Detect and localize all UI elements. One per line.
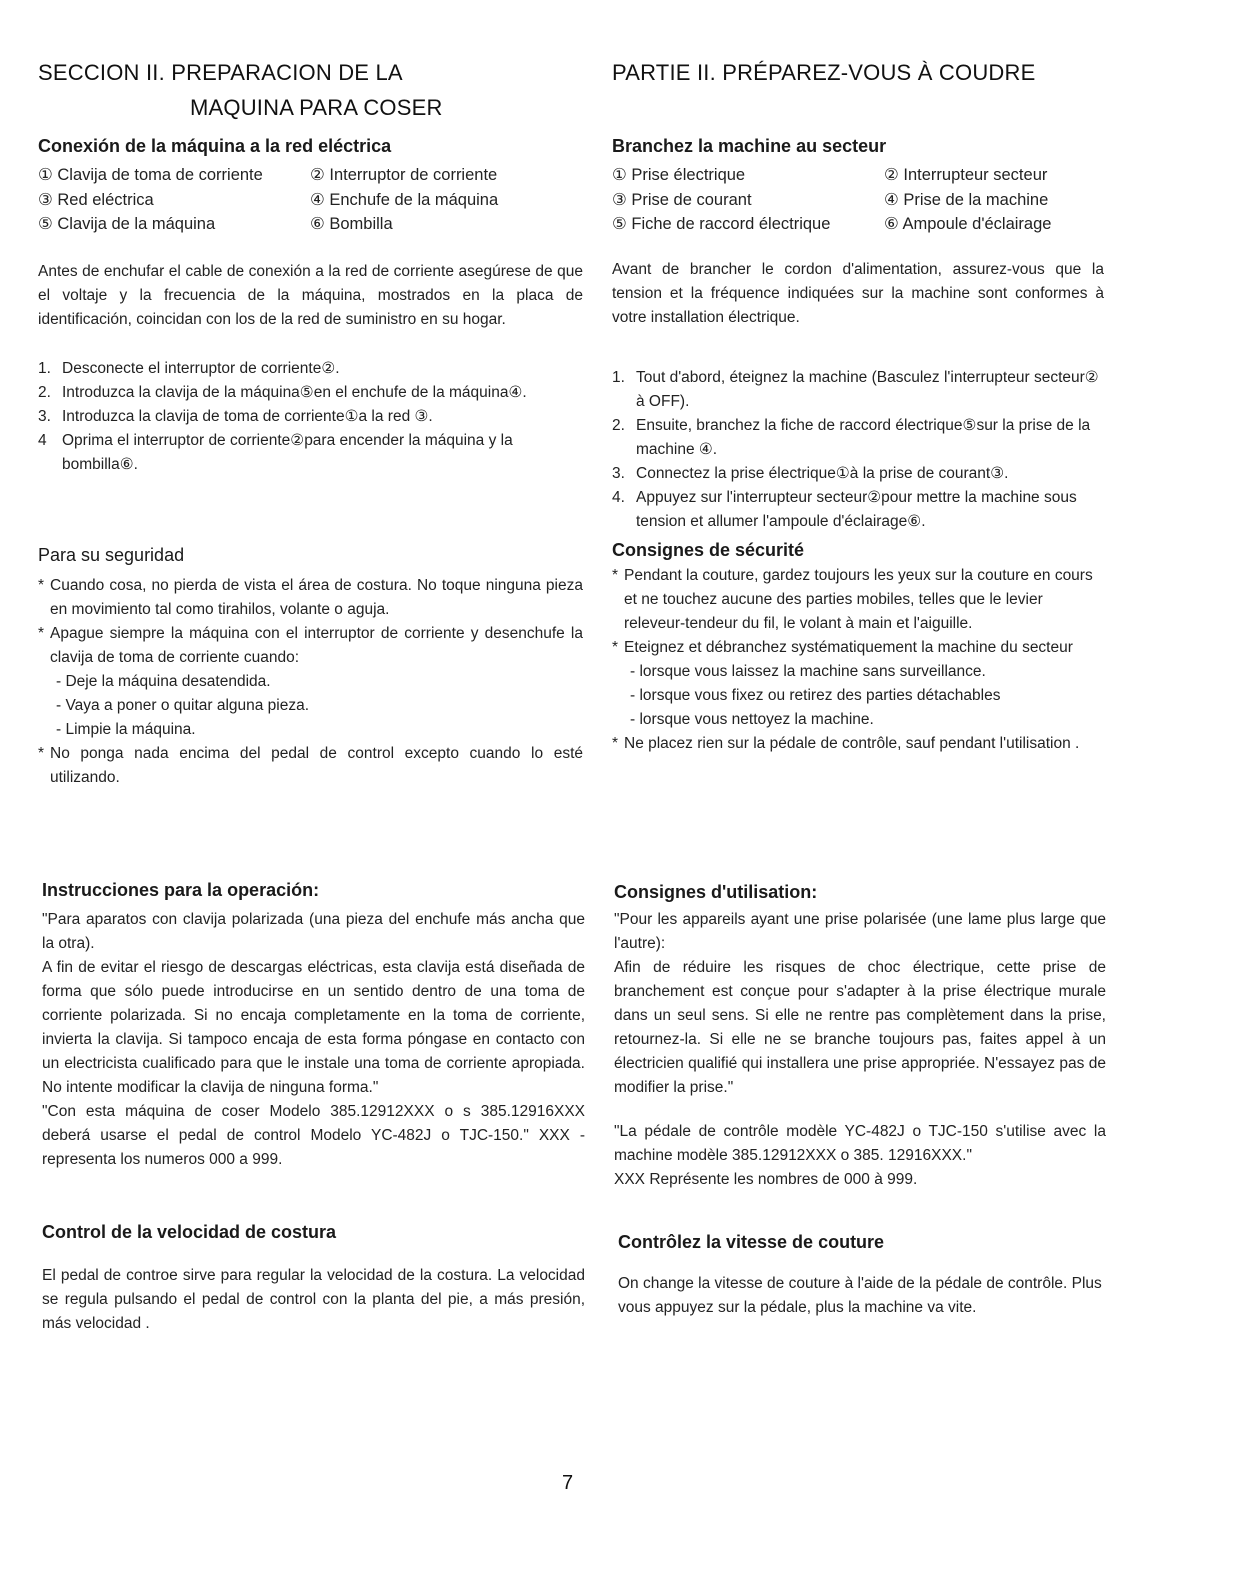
parts-legend-item: ⑤ Fiche de raccord électrique [612,215,831,233]
operation-paragraph: "Para aparatos con clavija polarizada (una pieza del enchufe más ancha que la otra). [42,911,585,952]
parts-legend-item: ⑥ Ampoule d'éclairage [884,215,1052,233]
parts-legend-item: ⑥ Bombilla [310,215,393,233]
safety-item [38,622,583,742]
step-item [612,414,1104,462]
french-parts-legend [612,163,1112,237]
step-text: Introduzca la clavija de toma de corriente①a la red ③. [62,408,433,425]
safety-item [612,636,1108,732]
safety-subitem: - lorsque vous nettoyez la machine. [630,711,874,728]
step-item [38,357,583,381]
spanish-speed-text: El pedal de controe sirve para regular la velocidad de la costura. La velocidad se regula pulsando el pedal de control con la planta del pie, a más presión, más velocidad . [42,1267,585,1332]
parts-legend-item: ① Prise électrique [612,166,746,184]
spanish-connection-intro: Antes de enchufar el cable de conexión a la red de corriente asegúrese de que el voltaje y la frecuencia de la máquina, mostrados en la placa de identificación, coincidan con los de la red de suministro en su hogar. [38,263,583,328]
step-item [38,405,583,429]
step-item [612,462,1104,486]
operation-paragraph: "Con esta máquina de coser Modelo 385.12912XXX o s 385.12916XXX deberá usarse el pedal de control Modelo YC-482J o TJC-150." XXX - representa los numeros 000 a 999. [42,1103,585,1168]
french-operation-heading: Consignes d'utilisation: [614,882,818,902]
french-section-title: PARTIE II. PRÉPAREZ-VOUS À COUDRE [612,60,1036,85]
step-text: Connectez la prise électrique①à la prise de courant③. [636,465,1009,482]
step-number: 2. [38,384,51,401]
step-text: Appuyez sur l'interrupteur secteur②pour mettre la machine sous tension et allumer l'ampoule d'éclairage⑥. [636,489,1077,530]
spanish-section-title-line1: SECCION II. PREPARACION DE LA [38,60,403,85]
page-number: 7 [562,1472,574,1494]
french-safety-list [612,564,1108,756]
step-number: 1. [38,360,51,377]
safety-item-text: Eteignez et débranchez systématiquement la machine du secteur [624,639,1073,656]
step-item [612,486,1104,534]
step-number: 2. [612,417,625,434]
spanish-connection-heading: Conexión de la máquina a la red eléctrica [38,136,392,156]
safety-item [612,564,1108,636]
french-safety-heading: Consignes de sécurité [612,540,805,560]
safety-item-text: No ponga nada encima del pedal de control excepto cuando lo esté utilizando. [50,745,583,786]
french-connection-intro: Avant de brancher le cordon d'alimentation, assurez-vous que la tension et la fréquence indiquées sur la machine sont conformes à votre installation électrique. [612,261,1104,326]
bullet-mark: * [612,639,619,656]
operation-paragraph: "La pédale de contrôle modèle YC-482J o TJC-150 s'utilise avec la machine modèle 385.12912XXX o 385. 12916XXX." [614,1123,1106,1164]
safety-subitem: - lorsque vous fixez ou retirez des parties détachables [630,687,1001,704]
spanish-connection-steps [38,357,583,477]
spanish-section-title-line2: MAQUINA PARA COSER [190,95,443,120]
parts-legend-item: ③ Prise de courant [612,190,752,209]
french-speed-heading: Contrôlez la vitesse de couture [618,1232,885,1252]
parts-legend-item: ② Interruptor de corriente [310,166,498,184]
safety-subitem: - Vaya a poner o quitar alguna pieza. [56,697,310,714]
step-number: 1. [612,369,625,386]
bullet-mark: * [612,735,619,752]
operation-paragraph: XXX Représente les nombres de 000 à 999. [614,1171,918,1188]
step-text: Introduzca la clavija de la máquina⑤en el enchufe de la máquina④. [62,384,527,401]
parts-legend-item: ④ Enchufe de la máquina [310,190,499,209]
safety-item [38,574,583,622]
step-number: 4 [38,432,47,449]
french-connection-heading: Branchez la machine au secteur [612,136,887,156]
step-text: Desconecte el interruptor de corriente②. [62,360,340,377]
step-item [38,429,583,477]
parts-legend-item: ① Clavija de toma de corriente [38,166,263,184]
step-item [612,366,1104,414]
bullet-mark: * [38,745,45,762]
safety-item-text: Apague siempre la máquina con el interruptor de corriente y desenchufe la clavija de toma de corriente cuando: [50,625,583,666]
parts-legend-item: ⑤ Clavija de la máquina [38,215,216,233]
step-number: 3. [612,465,625,482]
safety-subitem: - lorsque vous laissez la machine sans surveillance. [630,663,986,680]
step-text: Oprima el interruptor de corriente②para encender la máquina y la bombilla⑥. [62,432,513,473]
french-speed-text: On change la vitesse de couture à l'aide de la pédale de contrôle. Plus vous appuyez sur la pédale, plus la machine va vite. [618,1275,1102,1316]
safety-item-text: Ne placez rien sur la pédale de contrôle, sauf pendant l'utilisation . [624,735,1080,752]
step-item [38,381,583,405]
bullet-mark: * [38,577,45,594]
spanish-operation-text [42,908,585,1172]
french-connection-steps [612,366,1104,534]
step-text: Tout d'abord, éteignez la machine (Basculez l'interrupteur secteur② à OFF). [636,369,1099,410]
safety-subitem: - Limpie la máquina. [56,721,196,738]
parts-legend-item: ③ Red eléctrica [38,190,154,209]
spanish-parts-legend [38,163,558,237]
french-operation-text [614,908,1106,1192]
operation-paragraph: Afin de réduire les risques de choc électrique, cette prise de branchement est conçue pour s'adapter à la prise électrique murale dans un seul sens. Si elle ne rentre pas complètement dans la prise, retournez-la. Si elle ne se branche toujours pas, faites appel à un électricien qualifié qui installera une prise appropriée. N'essayez pas de modifier la prise." [614,959,1106,1096]
operation-paragraph: "Pour les appareils ayant une prise polarisée (une lame plus large que l'autre): [614,911,1106,952]
safety-item [38,742,583,790]
bullet-mark: * [38,625,45,642]
spanish-speed-heading: Control de la velocidad de costura [42,1222,337,1242]
bullet-mark: * [612,567,619,584]
spanish-safety-heading: Para su seguridad [38,545,185,565]
step-number: 3. [38,408,51,425]
safety-subitem: - Deje la máquina desatendida. [56,673,271,690]
spanish-safety-list [38,574,583,790]
safety-item-text: Cuando cosa, no pierda de vista el área de costura. No toque ninguna pieza en movimiento tal como tirahilos, volante o aguja. [50,577,583,618]
parts-legend-item: ④ Prise de la machine [884,190,1049,209]
operation-paragraph: A fin de evitar el riesgo de descargas eléctricas, esta clavija está diseñada de forma que sólo puede introducirse en un sentido dentro de una toma de corriente polarizada. Si no encaja completamente en la toma de corriente, invierta la clavija. Si tampoco encaja de esta forma póngase en contacto con un electricista cualificado para que le instale una toma de corriente apropiada. No intente modificar la clavija de ninguna forma." [42,959,585,1096]
safety-item [612,732,1108,756]
parts-legend-item: ② Interrupteur secteur [884,166,1048,184]
safety-item-text: Pendant la couture, gardez toujours les yeux sur la couture en cours et ne touchez aucune des parties mobiles, telles que le levier releveur-tendeur du fil, le volant à main et l'aiguille. [624,567,1093,632]
step-text: Ensuite, branchez la fiche de raccord électrique⑤sur la prise de la machine ④. [636,417,1091,458]
safety-sublist [624,660,1108,732]
spanish-operation-heading: Instrucciones para la operación: [42,880,320,900]
step-number: 4. [612,489,625,506]
safety-sublist [50,670,583,742]
